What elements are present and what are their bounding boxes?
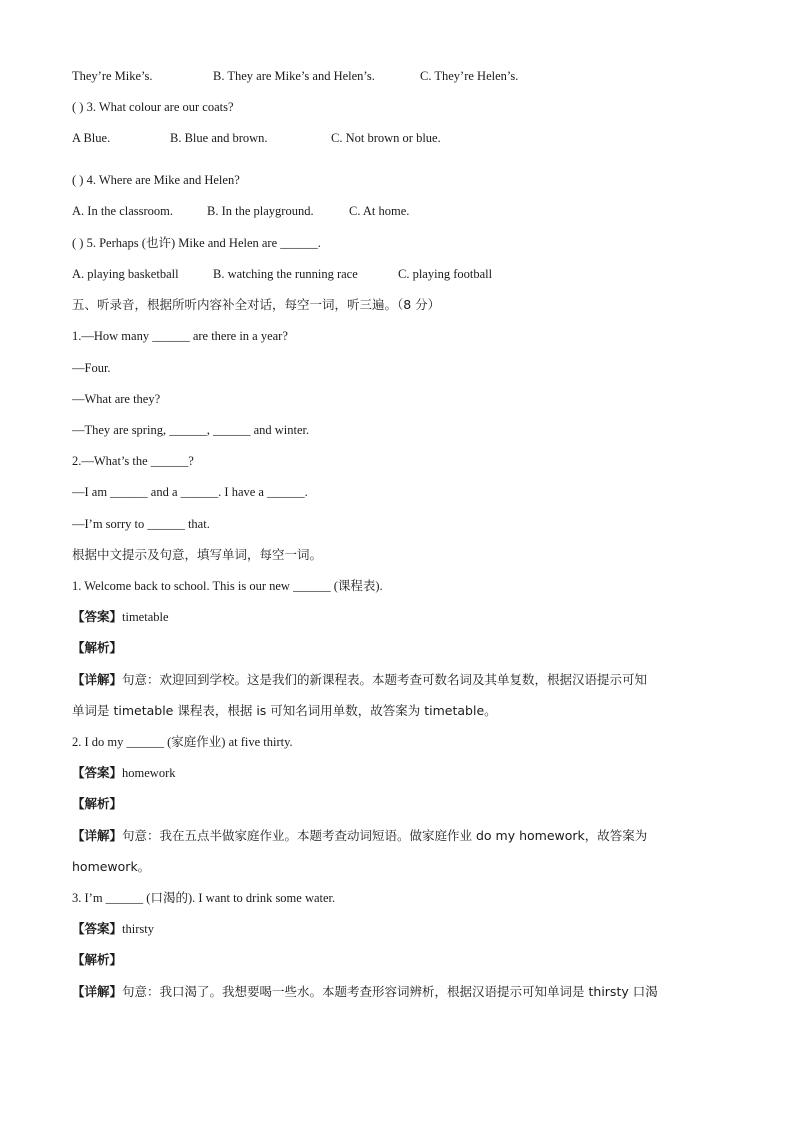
q4-option-c: C. At home.: [349, 204, 410, 218]
analysis-tag: 【解析】: [72, 952, 123, 967]
q3-option-c: C. Not brown or blue.: [331, 131, 441, 145]
q5-option-c: C. playing football: [398, 267, 493, 281]
item3-detail-line1: [72, 984, 658, 1000]
q4-question-line: [72, 172, 240, 188]
dialogue1-line2: —Four.: [72, 361, 111, 375]
item1-answer: timetable: [122, 610, 169, 624]
item2-detail-line2: homework。: [72, 859, 151, 874]
detail-tag: 【详解】: [72, 984, 123, 999]
q2-option-b: B. They are Mike’s and Helen’s.: [213, 69, 375, 83]
section6-heading: 根据中文提示及句意，填写单词，每空一词。: [72, 547, 323, 562]
q3-answer-paren: ( ): [72, 100, 84, 114]
q3-option-b: B. Blue and brown.: [170, 131, 268, 145]
item3-answer: thirsty: [122, 922, 154, 936]
dialogue2-line2: —I am ______ and a ______. I have a ______.: [72, 485, 308, 499]
item3-analysis-line: [72, 952, 122, 968]
q5-option-a: A. playing basketball: [72, 267, 179, 281]
q4-question: 4. Where are Mike and Helen?: [86, 173, 240, 187]
q5-answer-paren: ( ): [72, 236, 84, 250]
analysis-tag: 【解析】: [72, 796, 123, 811]
item2-answer-line: [72, 765, 175, 781]
q3-question-line: [72, 99, 234, 115]
q4-answer-paren: ( ): [72, 173, 84, 187]
item3-answer-line: [72, 921, 154, 937]
dialogue1-line1: 1.—How many ______ are there in a year?: [72, 329, 288, 343]
q3-question: 3. What colour are our coats?: [86, 100, 234, 114]
q2-option-a: They’re Mike’s.: [72, 69, 153, 83]
item1-question: 1. Welcome back to school. This is our new ______ (课程表).: [72, 579, 383, 593]
q5-question-line: [72, 235, 321, 251]
q2-option-c: C. They’re Helen’s.: [420, 69, 519, 83]
item2-analysis-line: [72, 796, 122, 812]
item1-detail-line2: 单词是 timetable 课程表，根据 is 可知名词用单数，故答案为 timetable。: [72, 703, 497, 718]
item1-detail-line1: [72, 672, 647, 688]
item2-detail-line1: [72, 828, 647, 844]
item1-detail-text1: 句意：欢迎回到学校。这是我们的新课程表。本题考查可数名词及其单复数，根据汉语提示可知: [122, 672, 648, 687]
answer-tag: 【答案】: [72, 921, 123, 936]
q4-option-b: B. In the playground.: [207, 204, 314, 218]
dialogue1-line4: —They are spring, ______, ______ and winter.: [72, 423, 310, 437]
dialogue1-line3: —What are they?: [72, 392, 161, 406]
dialogue2-line1: 2.—What’s the ______?: [72, 454, 194, 468]
section5-heading: 五、听录音，根据所听内容补全对话，每空一词，听三遍。（8 分）: [72, 297, 441, 312]
q4-option-a: A. In the classroom.: [72, 204, 174, 218]
item1-answer-line: [72, 609, 169, 625]
answer-tag: 【答案】: [72, 609, 123, 624]
dialogue2-line3: —I’m sorry to ______ that.: [72, 517, 210, 531]
q5-question: 5. Perhaps (也许) Mike and Helen are ______.: [86, 236, 321, 250]
item2-answer: homework: [122, 766, 176, 780]
item2-detail-text1: 句意：我在五点半做家庭作业。本题考查动词短语。做家庭作业 do my homework，故答案为: [122, 828, 648, 843]
item3-detail-text1: 句意：我口渴了。我想要喝一些水。本题考查形容词辨析，根据汉语提示可知单词是 thirsty 口渴: [122, 984, 658, 999]
detail-tag: 【详解】: [72, 828, 123, 843]
item3-question: 3. I’m ______ (口渴的). I want to drink some water.: [72, 891, 336, 905]
q3-option-a: A Blue.: [72, 131, 111, 145]
item1-analysis-line: [72, 640, 122, 656]
item2-question: 2. I do my ______ (家庭作业) at five thirty.: [72, 735, 293, 749]
answer-tag: 【答案】: [72, 765, 123, 780]
analysis-tag: 【解析】: [72, 640, 123, 655]
q5-option-b: B. watching the running race: [213, 267, 358, 281]
detail-tag: 【详解】: [72, 672, 123, 687]
